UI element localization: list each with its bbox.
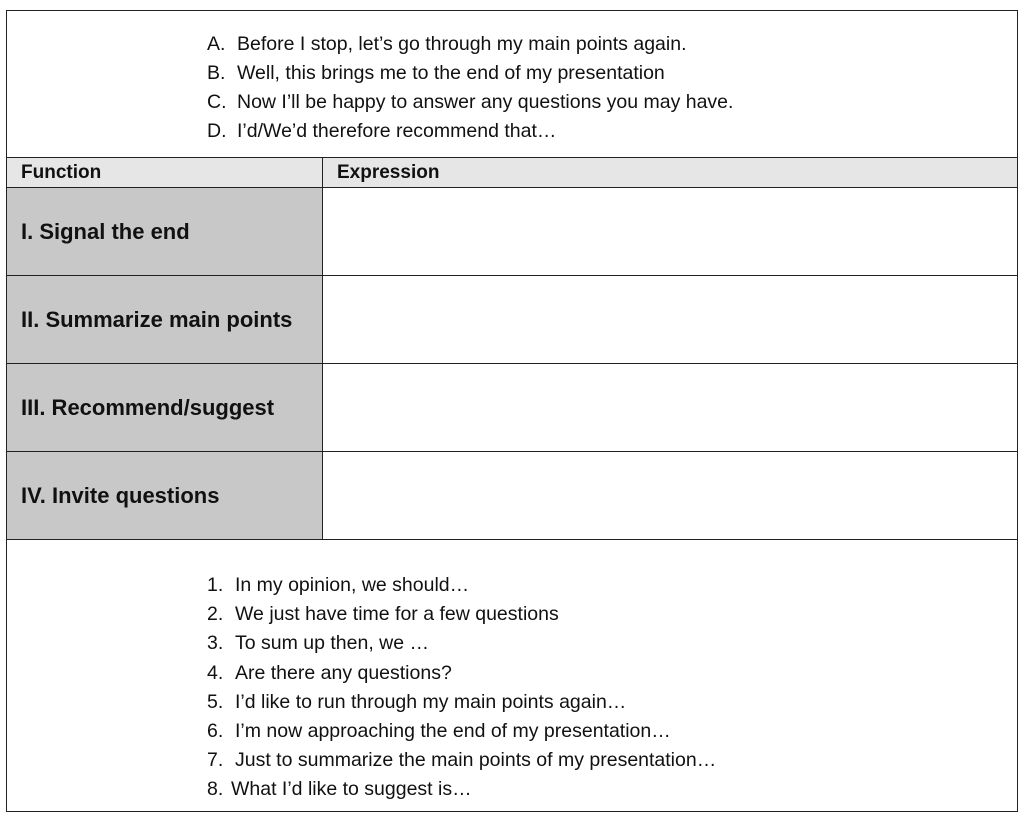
item-text: Just to summarize the main points of my presentation…	[235, 749, 717, 772]
function-cell: I. Signal the end	[7, 188, 323, 275]
expression-cell[interactable]	[323, 364, 1017, 451]
option-text: Now I’ll be happy to answer any questions you may have.	[237, 91, 734, 113]
header-function: Function	[7, 158, 323, 187]
table-row	[7, 276, 1017, 364]
option-letter: A.	[207, 33, 226, 55]
table-row	[7, 364, 1017, 452]
function-cell: II. Summarize main points	[7, 276, 323, 363]
list-item	[207, 717, 1017, 746]
option-d	[207, 117, 1017, 146]
header-expression: Expression	[337, 161, 440, 183]
option-b	[207, 59, 1017, 88]
option-text: Before I stop, let’s go through my main points again.	[237, 33, 687, 55]
table-header-row	[7, 158, 1017, 188]
table-row	[7, 188, 1017, 276]
option-letter: C.	[207, 91, 227, 113]
item-number: 6.	[207, 720, 224, 743]
worksheet	[6, 10, 1018, 812]
list-item	[207, 775, 1017, 804]
item-text: Are there any questions?	[235, 661, 452, 684]
item-number: 1.	[207, 574, 224, 596]
list-item	[207, 746, 1017, 775]
item-text: To sum up then, we …	[235, 632, 430, 655]
function-cell: IV. Invite questions	[7, 452, 323, 539]
option-a	[207, 30, 1017, 59]
option-text: Well, this brings me to the end of my presentation	[237, 62, 665, 84]
option-letter: B.	[207, 62, 226, 84]
item-text: In my opinion, we should…	[235, 574, 470, 596]
expression-cell[interactable]	[323, 276, 1017, 363]
option-c	[207, 88, 1017, 117]
item-number: 4.	[207, 661, 224, 684]
item-number: 2.	[207, 603, 224, 626]
function-cell: III. Recommend/suggest	[7, 364, 323, 451]
list-item	[207, 688, 1017, 717]
numbered-expressions-list	[7, 542, 1017, 805]
option-text: I’d/We’d therefore recommend that…	[237, 120, 557, 142]
expression-cell[interactable]	[323, 452, 1017, 539]
item-text: I’d like to run through my main points again…	[235, 690, 627, 713]
item-number: 3.	[207, 632, 224, 655]
item-text: I’m now approaching the end of my presentation…	[235, 720, 671, 743]
item-text: We just have time for a few questions	[235, 603, 559, 626]
list-item	[207, 571, 1017, 600]
item-number: 5.	[207, 690, 224, 713]
list-item	[207, 600, 1017, 629]
item-text: What I’d like to suggest is…	[231, 778, 472, 801]
expression-options-list	[7, 11, 1017, 158]
expression-cell[interactable]	[323, 188, 1017, 275]
option-letter: D.	[207, 120, 227, 142]
item-number: 7.	[207, 749, 224, 772]
list-item	[207, 659, 1017, 688]
list-item	[207, 629, 1017, 658]
table-row	[7, 452, 1017, 540]
function-expression-table	[7, 158, 1017, 540]
item-number: 8.	[207, 778, 224, 801]
